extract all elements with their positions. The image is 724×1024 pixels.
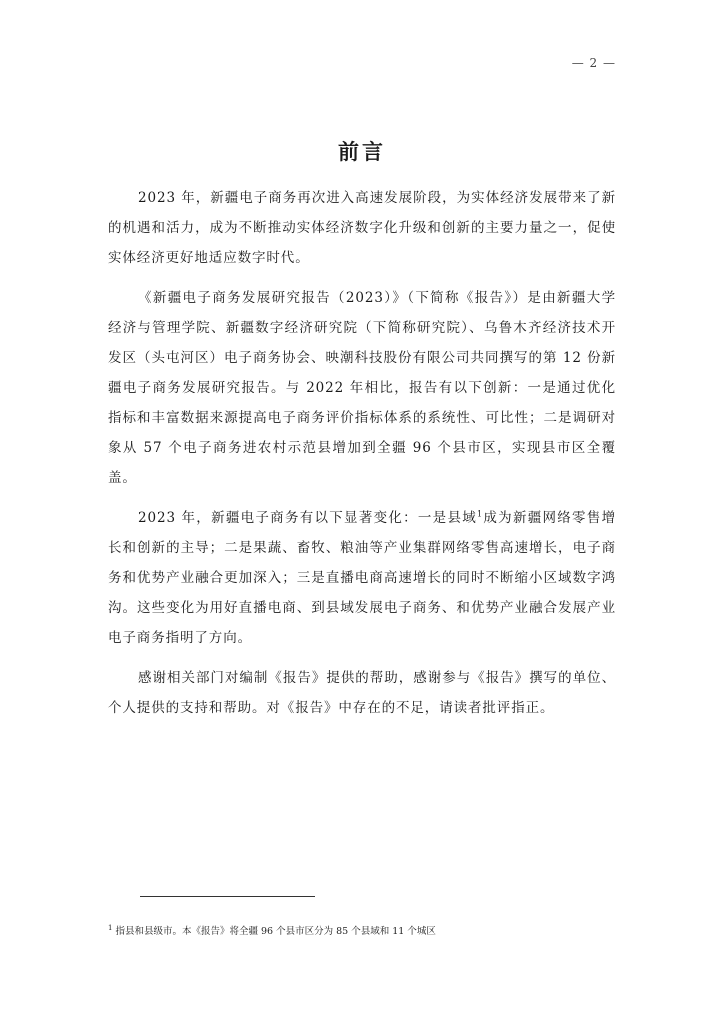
footnote-mark: 1	[108, 924, 113, 932]
footnote-divider	[140, 896, 315, 897]
preface-body	[108, 183, 616, 733]
footnote	[108, 921, 628, 939]
paragraph-changes-rest: 成为新疆网络零售增长和创新的主导；二是果蔬、畜牧、粮油等产业集群网络零售高速增长，电子商务和优势产业融合更加深入；三是直播电商高速增长的同时不断缩小区域数字鸿沟。这些变化为用好直播电商、到县域发展电子商务、和优势产业融合发展产业电子商务指明了方向。	[108, 510, 616, 646]
footnote-reference[interactable]: 1	[477, 509, 484, 519]
paragraph-acknowledgements: 感谢相关部门对编制《报告》提供的帮助，感谢参与《报告》撰写的单位、个人提供的支持和帮助。对《报告》中存在的不足，请读者批评指正。	[108, 670, 616, 716]
page-number: — 2 —	[571, 56, 616, 70]
page-title: 前言	[338, 139, 386, 164]
paragraph-changes	[108, 503, 616, 653]
paragraph-report-authors: 《新疆电子商务发展研究报告（2023）》（下简称《报告》）是由新疆大学经济与管理学院、新疆数字经济研究院（下简称研究院）、乌鲁木齐经济技术开发区（头屯河区）电子商务协会、映潮科技股份有限公司共同撰写的第 12 份新疆电子商务发展研究报告。与 2022 年相比，报告有以下创新：一是通过优化指标和丰富数据来源提高电子商务评价指标体系的系统性、可比性；二是调研对象从 57 个电子商务进农村示范县增加到全疆 96 个县市区，实现县市区全覆盖。	[108, 290, 616, 486]
paragraph-intro: 2023 年，新疆电子商务再次进入高速发展阶段，为实体经济发展带来了新的机遇和活力，成为不断推动实体经济数字化升级和创新的主要力量之一，促使实体经济更好地适应数字时代。	[108, 190, 616, 266]
paragraph-changes-start: 2023 年，新疆电子商务有以下显著变化：一是县域	[138, 510, 478, 526]
footnote-text: 指县和县级市。本《报告》将全疆 96 个县市区分为 85 个县域和 11 个城区	[115, 926, 436, 938]
